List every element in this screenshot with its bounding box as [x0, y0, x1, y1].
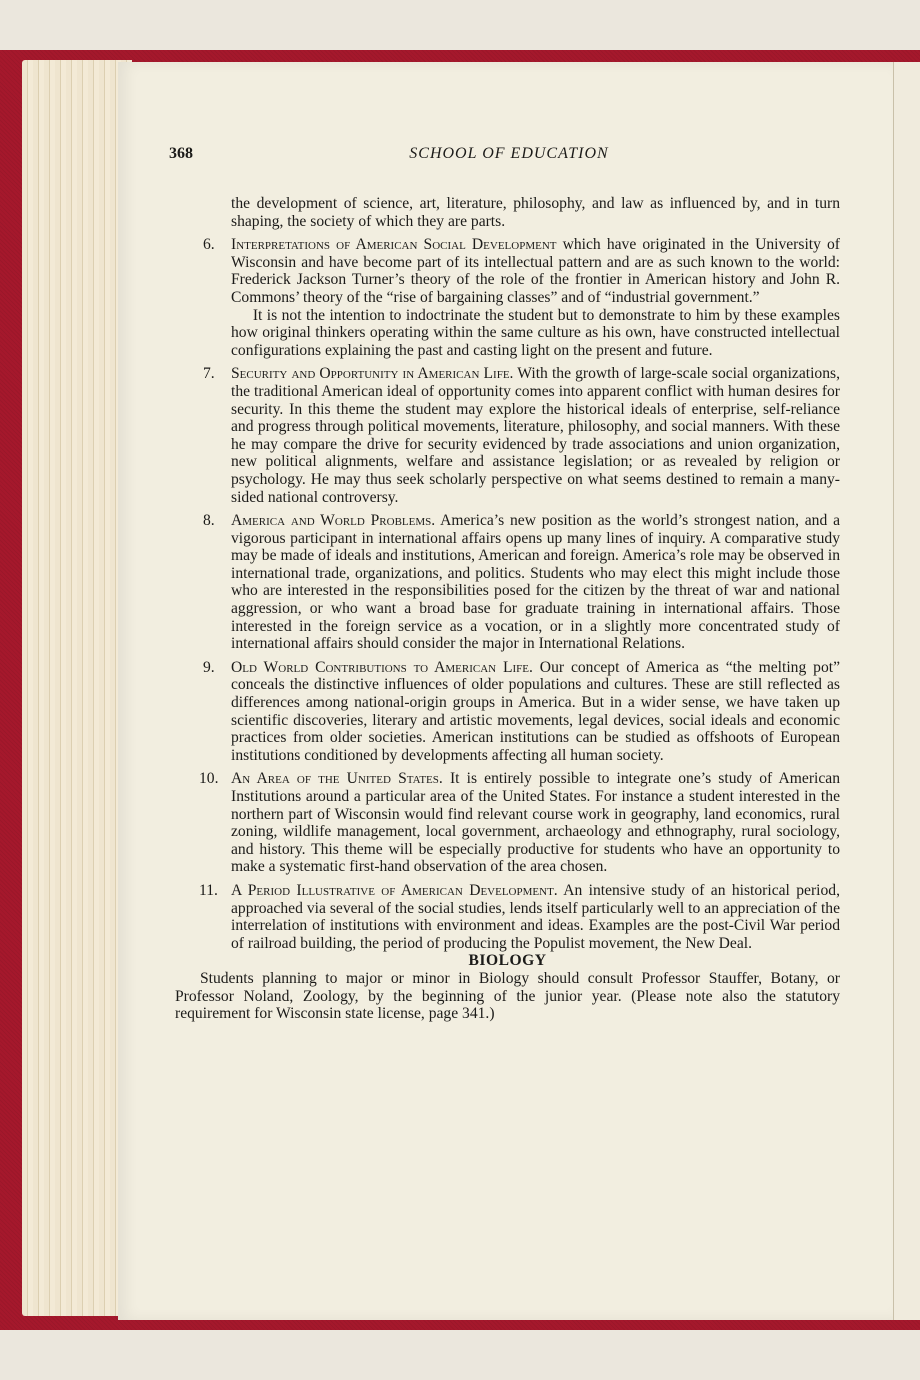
- item-text: [231, 236, 840, 306]
- section-heading-biology: BIOLOGY: [468, 952, 547, 970]
- page-number: 368: [169, 145, 193, 162]
- item-body: America’s new position as the world’s strongest nation, and a vigorous participant in international affairs opens up many lines of inquiry. A comparative study may be made of ideals and institutions, American and foreign. America’s role may be observed in international trade, organizations, and politics. Students who may elect this might include those who are interested in the responsibilities posed for the citizen by the threat of war and national aggression, or who want a broad base for graduate training in international affairs. Those interested in the foreign service as a vocation, or in a slightly more concentrated study of international affairs should consider the major in International Relations.: [231, 512, 840, 653]
- list-item-6: [175, 236, 840, 359]
- page-header: [169, 145, 849, 165]
- item-text: [231, 659, 840, 765]
- item-text: [231, 365, 840, 506]
- page-content: [175, 195, 840, 1023]
- intro-continuation: the development of science, art, literature, philosophy, and law as influenced by, and in turn shaping, the society of which they are parts.: [231, 195, 840, 230]
- list-item-11: [175, 882, 840, 952]
- item-body: An intensive study of an historical period, approached via several of the social studies, lends itself particularly well to an appreciation of the interrelation of institutions with environment and ideas. Examples are the post-Civil War period of railroad building, the period of producing the Populist movement, the New Deal.: [231, 881, 840, 952]
- item-number: 6.: [203, 236, 215, 254]
- item-number: 10.: [199, 770, 219, 788]
- list-item-7: [175, 365, 840, 506]
- item-title: Interpretations of American Social Development: [231, 236, 557, 254]
- item-number: 7.: [203, 365, 215, 383]
- item-text: [231, 770, 840, 876]
- item-body: With the growth of large-scale social organizations, the traditional American ideal of opportunity comes into apparent conflict with human desires for security. In this theme the student may explore the historical ideals of enterprise, self-reliance and progress through political movements, literature, philosophy, and social manners. With these he may compare the drive for security evidenced by trade associations and union organization, new political alignments, welfare and assistance legislation; or as revealed by religion or psychology. He may thus seek scholarly perspective on what seems destined to remain a many-sided national controversy.: [231, 365, 840, 506]
- item-text: [231, 882, 840, 952]
- list-item-10: [175, 770, 840, 876]
- item-text: [231, 512, 840, 653]
- item-extra-paragraph: It is not the intention to indoctrinate the student but to demonstrate to him by these examples how original thinkers operating within the same culture as his own, have constructed intellectual configurations explaining the past and casting light on the present and future.: [231, 306, 840, 359]
- item-number: 9.: [203, 658, 215, 676]
- item-title: Old World Contributions to American Life.: [231, 658, 533, 676]
- item-number: 11.: [199, 881, 218, 899]
- biology-paragraph: Students planning to major or minor in Biology should consult Professor Stauffer, Botany, or Professor Noland, Zoology, by the beginning of the junior year. (Please note also the statutory requirement for Wisconsin state license, page 341.): [175, 969, 840, 1023]
- page-edges: [22, 60, 132, 1316]
- running-title: SCHOOL OF EDUCATION: [409, 145, 609, 162]
- item-title: A Period Illustrative of American Development.: [231, 881, 558, 899]
- next-page-edge: [893, 62, 920, 1320]
- list-item-8: [175, 512, 840, 653]
- item-title: Security and Opportunity in American Life.: [231, 365, 514, 383]
- item-number: 8.: [203, 512, 215, 530]
- item-body: which have originated in the University of Wisconsin and have become part of its intellectual pattern and are as such known to the world: Frederick Jackson Turner’s theory of the role of the frontier in American history and John R. Commons’ theory of the “rise of bargaining classes” and of “industrial government.”: [231, 236, 841, 306]
- list-item-9: [175, 659, 840, 765]
- item-title: An Area of the United States.: [231, 770, 443, 788]
- item-body: Our concept of America as “the melting pot” conceals the distinctive influences of older populations and cultures. These are still reflected as differences among national-origin groups in America. But in a wider sense, we have taken up scientific discoveries, literary and artistic movements, legal devices, social ideals and economic practices from older societies. American institutions can be studied as offshoots of European institutions conditioned by developments affecting all human society.: [231, 658, 840, 764]
- item-title: America and World Problems.: [231, 512, 436, 530]
- item-body: It is entirely possible to integrate one’s study of American Institutions around a particular area of the United States. For instance a student interested in the northern part of Wisconsin would find relevant course work in geography, land economics, rural zoning, wildlife management, local government, archaeology and ethnography, rural sociology, and history. This theme will be especially productive for students who have an opportunity to make a systematic first-hand observation of the area chosen.: [231, 770, 841, 876]
